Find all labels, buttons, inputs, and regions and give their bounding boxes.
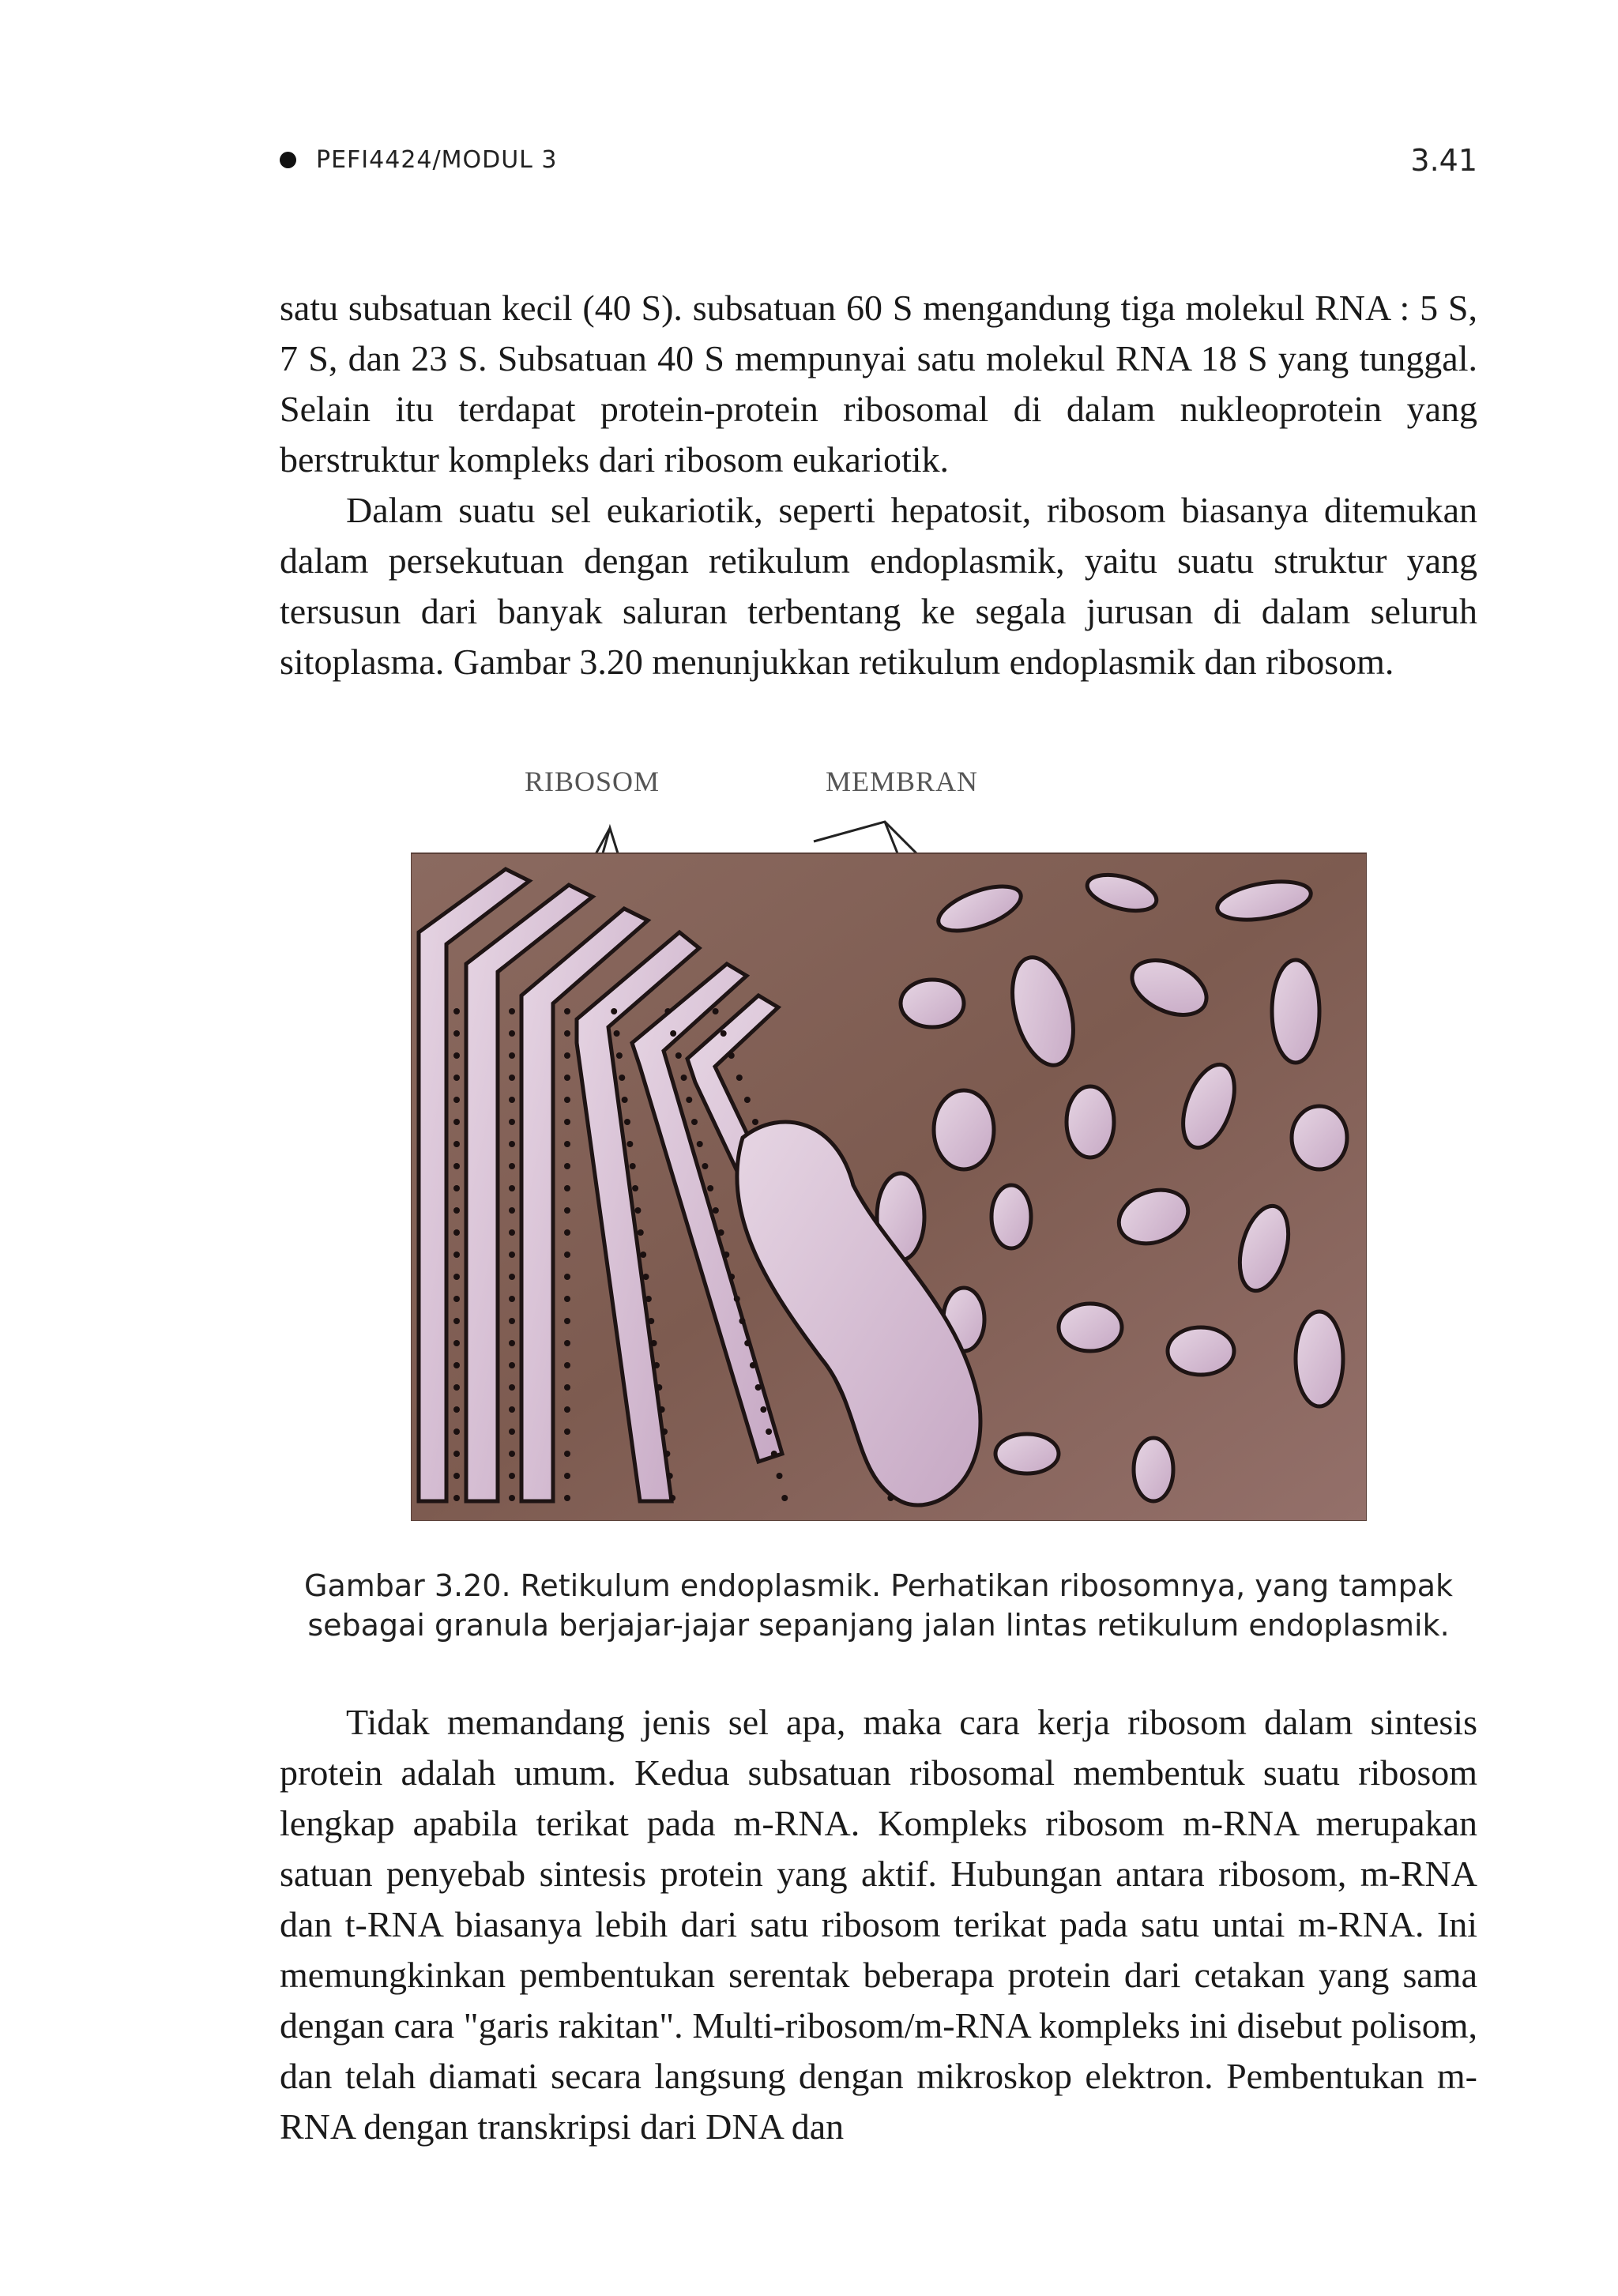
figure-caption: Gambar 3.20. Retikulum endoplasmik. Perhatikan ribosomnya, yang tampak sebagai granula berjajar-jajar sepanjang jalan lintas retikulum endoplasmik. xyxy=(304,1568,1453,1643)
ribosome-granule xyxy=(453,1428,460,1435)
ribosome-granule xyxy=(750,1362,756,1368)
ribosome-granule xyxy=(675,1052,682,1059)
ribosome-granule xyxy=(564,1030,570,1037)
ribosome-granule xyxy=(718,1229,724,1236)
ribosome-granule xyxy=(777,1473,783,1479)
ribosome-granule xyxy=(453,1119,460,1125)
ribosome-granule xyxy=(702,1163,708,1169)
ribosome-granule xyxy=(509,1141,515,1147)
ribosome-granule xyxy=(632,1185,638,1191)
ribosome-granule xyxy=(771,1451,777,1457)
ribosome-granule xyxy=(681,1075,687,1081)
ribosome-granule xyxy=(664,1008,671,1014)
ribosome-granule xyxy=(744,1097,751,1103)
ribosome-granule xyxy=(564,1119,570,1125)
ribosome-granule xyxy=(453,1274,460,1280)
ribosome-granule xyxy=(453,1207,460,1214)
ribosome-granule xyxy=(509,1362,515,1368)
ribosome-granule xyxy=(453,1406,460,1413)
ribosome-granule xyxy=(640,1252,646,1258)
ribosome-granule xyxy=(669,1495,675,1501)
ribosome-granule xyxy=(728,1052,735,1059)
ribosome-granule xyxy=(453,1075,460,1081)
ribosome-granule xyxy=(453,1451,460,1457)
ribosome-granule xyxy=(686,1097,692,1103)
ribosome-granule xyxy=(744,1340,751,1346)
ribosome-granule xyxy=(453,1362,460,1368)
ribosome-granule xyxy=(721,1030,727,1037)
ribosome-granule xyxy=(509,1296,515,1302)
ribosome-granule xyxy=(509,1030,515,1037)
ribosome-granule xyxy=(648,1318,654,1324)
page-number: 3.41 xyxy=(1410,143,1477,178)
ribosome-granule xyxy=(564,1185,570,1191)
ribosome-granule xyxy=(691,1119,698,1125)
ribosome-granule xyxy=(509,1075,515,1081)
ribosome-granule xyxy=(564,1451,570,1457)
ribosome-granule xyxy=(667,1473,673,1479)
ribosome-granule xyxy=(509,1473,515,1479)
ribosome-granule xyxy=(453,1163,460,1169)
figure-label-membran: MEMBRAN xyxy=(826,766,979,797)
endoplasmic-reticulum-figure xyxy=(411,806,1367,1521)
ribosome-granule xyxy=(643,1274,649,1280)
ribosome-granule xyxy=(509,1451,515,1457)
ribosome-granule xyxy=(564,1252,570,1258)
ribosome-granule xyxy=(564,1406,570,1413)
ribosome-granule xyxy=(564,1229,570,1236)
ribosome-granule xyxy=(509,1252,515,1258)
ribosome-granule xyxy=(564,1141,570,1147)
ribosome-granule xyxy=(739,1318,745,1324)
ribosome-granule xyxy=(752,1119,758,1125)
ribosome-granule xyxy=(616,1052,623,1059)
ribosome-granule xyxy=(736,1075,743,1081)
ribosome-granule xyxy=(453,1296,460,1302)
ribosome-granule xyxy=(670,1030,676,1037)
figure-label-ribosom: RIBOSOM xyxy=(525,766,660,797)
ribosome-granule xyxy=(564,1075,570,1081)
ribosome-granule xyxy=(781,1495,788,1501)
ribosome-granule xyxy=(509,1163,515,1169)
ribosome-granule xyxy=(509,1008,515,1014)
ribosome-granule xyxy=(453,1030,460,1037)
ribosome-granule xyxy=(656,1384,662,1391)
ribosome-granule xyxy=(734,1296,740,1302)
ribosome-granule xyxy=(661,1428,668,1435)
ribosome-granule xyxy=(509,1340,515,1346)
module-title: PEFI4424/MODUL 3 xyxy=(316,146,558,174)
ribosome-granule xyxy=(707,1185,713,1191)
bullet-icon xyxy=(280,152,296,168)
ribosome-granule xyxy=(766,1428,772,1435)
page-header xyxy=(280,141,1477,185)
paragraph-1: satu subsatuan kecil (40 S). subsatuan 60 S mengandung tiga molekul RNA : 5 S, 7 S, dan 23 S. Subsatuan 40 S mempunyai satu molekul RNA 18 S yang tunggal. Selain itu terdapat protein-protein ribosomal di dalam nukleoprotein yang berstruktur kompleks dari ribosom eukariotik. xyxy=(280,288,1477,480)
ribosome-granule xyxy=(760,1406,766,1413)
ribosome-granule xyxy=(453,1252,460,1258)
ribosome-granule xyxy=(509,1119,515,1125)
ribosome-granule xyxy=(453,1340,460,1346)
ribosome-granule xyxy=(564,1207,570,1214)
ribosome-granule xyxy=(453,1473,460,1479)
ribosome-granule xyxy=(564,1428,570,1435)
ribosome-granule xyxy=(509,1052,515,1059)
ribosome-granule xyxy=(453,1052,460,1059)
er-illustration xyxy=(411,806,1367,1521)
ribosome-granule xyxy=(651,1340,657,1346)
ribosome-granule xyxy=(509,1229,515,1236)
ribosome-granule xyxy=(638,1229,644,1236)
ribosome-granule xyxy=(664,1451,670,1457)
ribosome-granule xyxy=(659,1406,665,1413)
ribosome-granule xyxy=(509,1406,515,1413)
paragraph-2: Dalam suatu sel eukariotik, seperti hepatosit, ribosom biasanya ditemukan dalam persekutuan dengan retikulum endoplasmik, yaitu suatu struktur yang tersusun dari banyak saluran terbentang ke segala jurusan di dalam seluruh sitoplasma. Gambar 3.20 menunjukkan retikulum endoplasmik dan ribosom. xyxy=(280,490,1477,682)
ribosome-granule xyxy=(564,1495,570,1501)
ribosome-granule xyxy=(653,1362,660,1368)
ribosome-granule xyxy=(630,1163,636,1169)
ribosome-granule xyxy=(509,1428,515,1435)
ribosome-granule xyxy=(645,1296,652,1302)
ribosome-granule xyxy=(509,1207,515,1214)
ribosome-granule xyxy=(564,1362,570,1368)
ribosome-granule xyxy=(723,1252,729,1258)
ribosome-granule xyxy=(564,1052,570,1059)
ribosome-granule xyxy=(509,1318,515,1324)
ribosome-granule xyxy=(713,1008,719,1014)
ribosome-granule xyxy=(509,1384,515,1391)
ribosome-granule xyxy=(564,1274,570,1280)
ribosome-granule xyxy=(564,1296,570,1302)
ribosome-granule xyxy=(453,1141,460,1147)
ribosome-granule xyxy=(564,1340,570,1346)
ribosome-granule xyxy=(509,1274,515,1280)
ribosome-granule xyxy=(713,1207,719,1214)
ribosome-granule xyxy=(453,1008,460,1014)
ribosome-granule xyxy=(634,1207,641,1214)
ribosome-granule xyxy=(509,1097,515,1103)
paragraph-3: Tidak memandang jenis sel apa, maka cara kerja ribosom dalam sintesis protein adalah umum. Kedua subsatuan ribosomal membentuk suatu ribosom lengkap apabila terikat pada m-RNA. Kompleks ribosom m-RNA merupakan satuan penyebab sintesis protein yang aktif. Hubungan antara ribosom, m-RNA dan t-RNA biasanya lebih dari satu ribosom terikat pada satu untai m-RNA. Ini memungkinkan pembentukan serentak beberapa protein dari cetakan yang sama dengan cara "garis rakitan". Multi-ribosom/m-RNA kompleks ini disebut polisom, dan telah diamati secara langsung dengan mikroskop elektron. Pembentukan m-RNA dengan transkripsi dari DNA dan xyxy=(280,1702,1477,2147)
ribosome-granule xyxy=(611,1008,617,1014)
ribosome-granule xyxy=(564,1318,570,1324)
ribosome-granule xyxy=(509,1185,515,1191)
ribosome-granule xyxy=(453,1318,460,1324)
ribosome-granule xyxy=(755,1384,762,1391)
ribosome-granule xyxy=(622,1097,628,1103)
ribosome-granule xyxy=(697,1141,703,1147)
ribosome-granule xyxy=(614,1030,620,1037)
ribosome-granule xyxy=(564,1008,570,1014)
ribosome-granule xyxy=(564,1097,570,1103)
ribosome-granule xyxy=(564,1163,570,1169)
ribosome-granule xyxy=(453,1097,460,1103)
ribosome-granule xyxy=(453,1185,460,1191)
ribosome-granule xyxy=(619,1075,625,1081)
ribosome-granule xyxy=(728,1274,735,1280)
ribosome-granule xyxy=(453,1384,460,1391)
ribosome-granule xyxy=(564,1384,570,1391)
ribosome-granule xyxy=(564,1473,570,1479)
ribosome-granule xyxy=(624,1119,630,1125)
ribosome-granule xyxy=(509,1495,515,1501)
ribosome-granule xyxy=(453,1229,460,1236)
ribosome-granule xyxy=(627,1141,633,1147)
ribosome-granule xyxy=(453,1495,460,1501)
